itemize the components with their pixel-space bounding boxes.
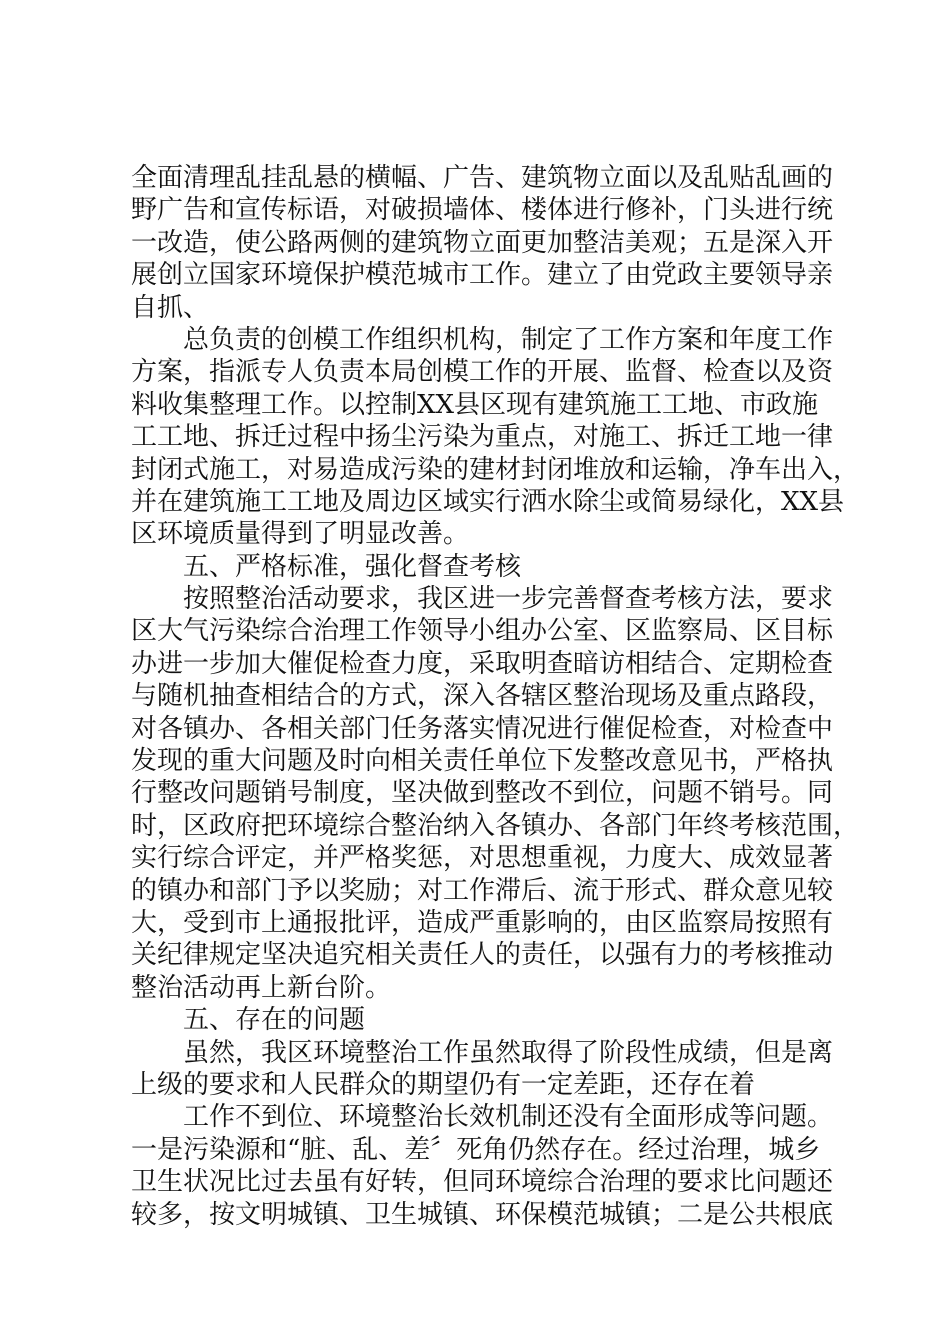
text-line: 区大气污染综合治理工作领导小组办公室、区监察局、区目标 bbox=[131, 616, 834, 647]
text-line: 自抓、 bbox=[131, 292, 210, 323]
text-line: 五、严格标准，强化督查考核 bbox=[183, 551, 522, 582]
text-line: 工工地、拆迁过程中扬尘污染为重点，对施工、拆迁工地一律 bbox=[131, 422, 834, 453]
text-line: 发现的重大问题及时向相关责任单位下发整改意见书，严格执 bbox=[131, 746, 834, 777]
text-line: 行整改问题销号制度，坚决做到整改不到位，问题不销号。同 bbox=[131, 778, 834, 809]
text-line: 办进一步加大催促检查力度，采取明查暗访相结合、定期检查 bbox=[131, 648, 834, 679]
text-line: 一是污染源和“脏、乱、差〞死角仍然存在。经过治理，城乡 bbox=[131, 1134, 821, 1165]
text-line: 按照整治活动要求，我区进一步完善督查考核方法，要求 bbox=[183, 584, 834, 615]
text-line: 实行综合评定，并严格奖惩，对思想重视，力度大、成效显著 bbox=[131, 843, 834, 874]
text-line: 整治活动再上新台阶。 bbox=[131, 972, 392, 1003]
text-line: 对各镇办、各相关部门任务落实情况进行催促检查，对检查中 bbox=[131, 713, 834, 744]
document-body bbox=[131, 162, 860, 1231]
text-line: 上级的要求和人民群众的期望仍有一定差距，还存在着 bbox=[131, 1069, 756, 1100]
text-line: 五、存在的问题 bbox=[183, 1005, 366, 1036]
text-line: 的镇办和部门予以奖励；对工作滞后、流于形式、群众意见较 bbox=[131, 875, 834, 906]
text-line: 大，受到市上通报批评，造成严重影响的，由区监察局按照有 bbox=[131, 907, 834, 938]
text-line: 总负责的创模工作组织机构，制定了工作方案和年度工作 bbox=[183, 324, 834, 355]
text-line: 卫生状况比过去虽有好转，但同环境综合治理的要求比问题还 bbox=[131, 1167, 834, 1198]
text-line: 料收集整理工作。以控制XX县区现有建筑施工工地、市政施 bbox=[131, 389, 819, 420]
text-line: 关纪律规定坚决追究相关责任人的责任，以强有力的考核推动 bbox=[131, 940, 834, 971]
text-line: 较多，按文明城镇、卫生城镇、环保模范城镇；二是公共根底 bbox=[131, 1199, 834, 1230]
text-line: 一改造，使公路两侧的建筑物立面更加整洁美观；五是深入开 bbox=[131, 227, 834, 258]
text-line: 虽然，我区环境整治工作虽然取得了阶段性成绩，但是离 bbox=[183, 1037, 834, 1068]
text-line: 工作不到位、环境整治长效机制还没有全面形成等问题。 bbox=[183, 1102, 834, 1133]
text-line: 方案，指派专人负责本局创模工作的开展、监督、检查以及资 bbox=[131, 357, 834, 388]
text-line: 展创立国家环境保护模范城市工作。建立了由党政主要领导亲 bbox=[131, 260, 834, 291]
text-line: 区环境质量得到了明显改善。 bbox=[131, 519, 470, 550]
text-line: 与随机抽查相结合的方式，深入各辖区整治现场及重点路段， bbox=[131, 681, 834, 712]
text-line: 时，区政府把环境综合整治纳入各镇办、各部门年终考核范围， bbox=[131, 810, 860, 841]
text-line: 并在建筑施工工地及周边区域实行洒水除尘或简易绿化，XX县 bbox=[131, 486, 845, 517]
text-line: 全面清理乱挂乱悬的横幅、广告、建筑物立面以及乱贴乱画的 bbox=[131, 163, 834, 193]
text-line: 野广告和宣传标语，对破损墙体、楼体进行修补，门头进行统 bbox=[131, 195, 834, 226]
text-line: 封闭式施工，对易造成污染的建材封闭堆放和运输，净车出入， bbox=[131, 454, 860, 485]
